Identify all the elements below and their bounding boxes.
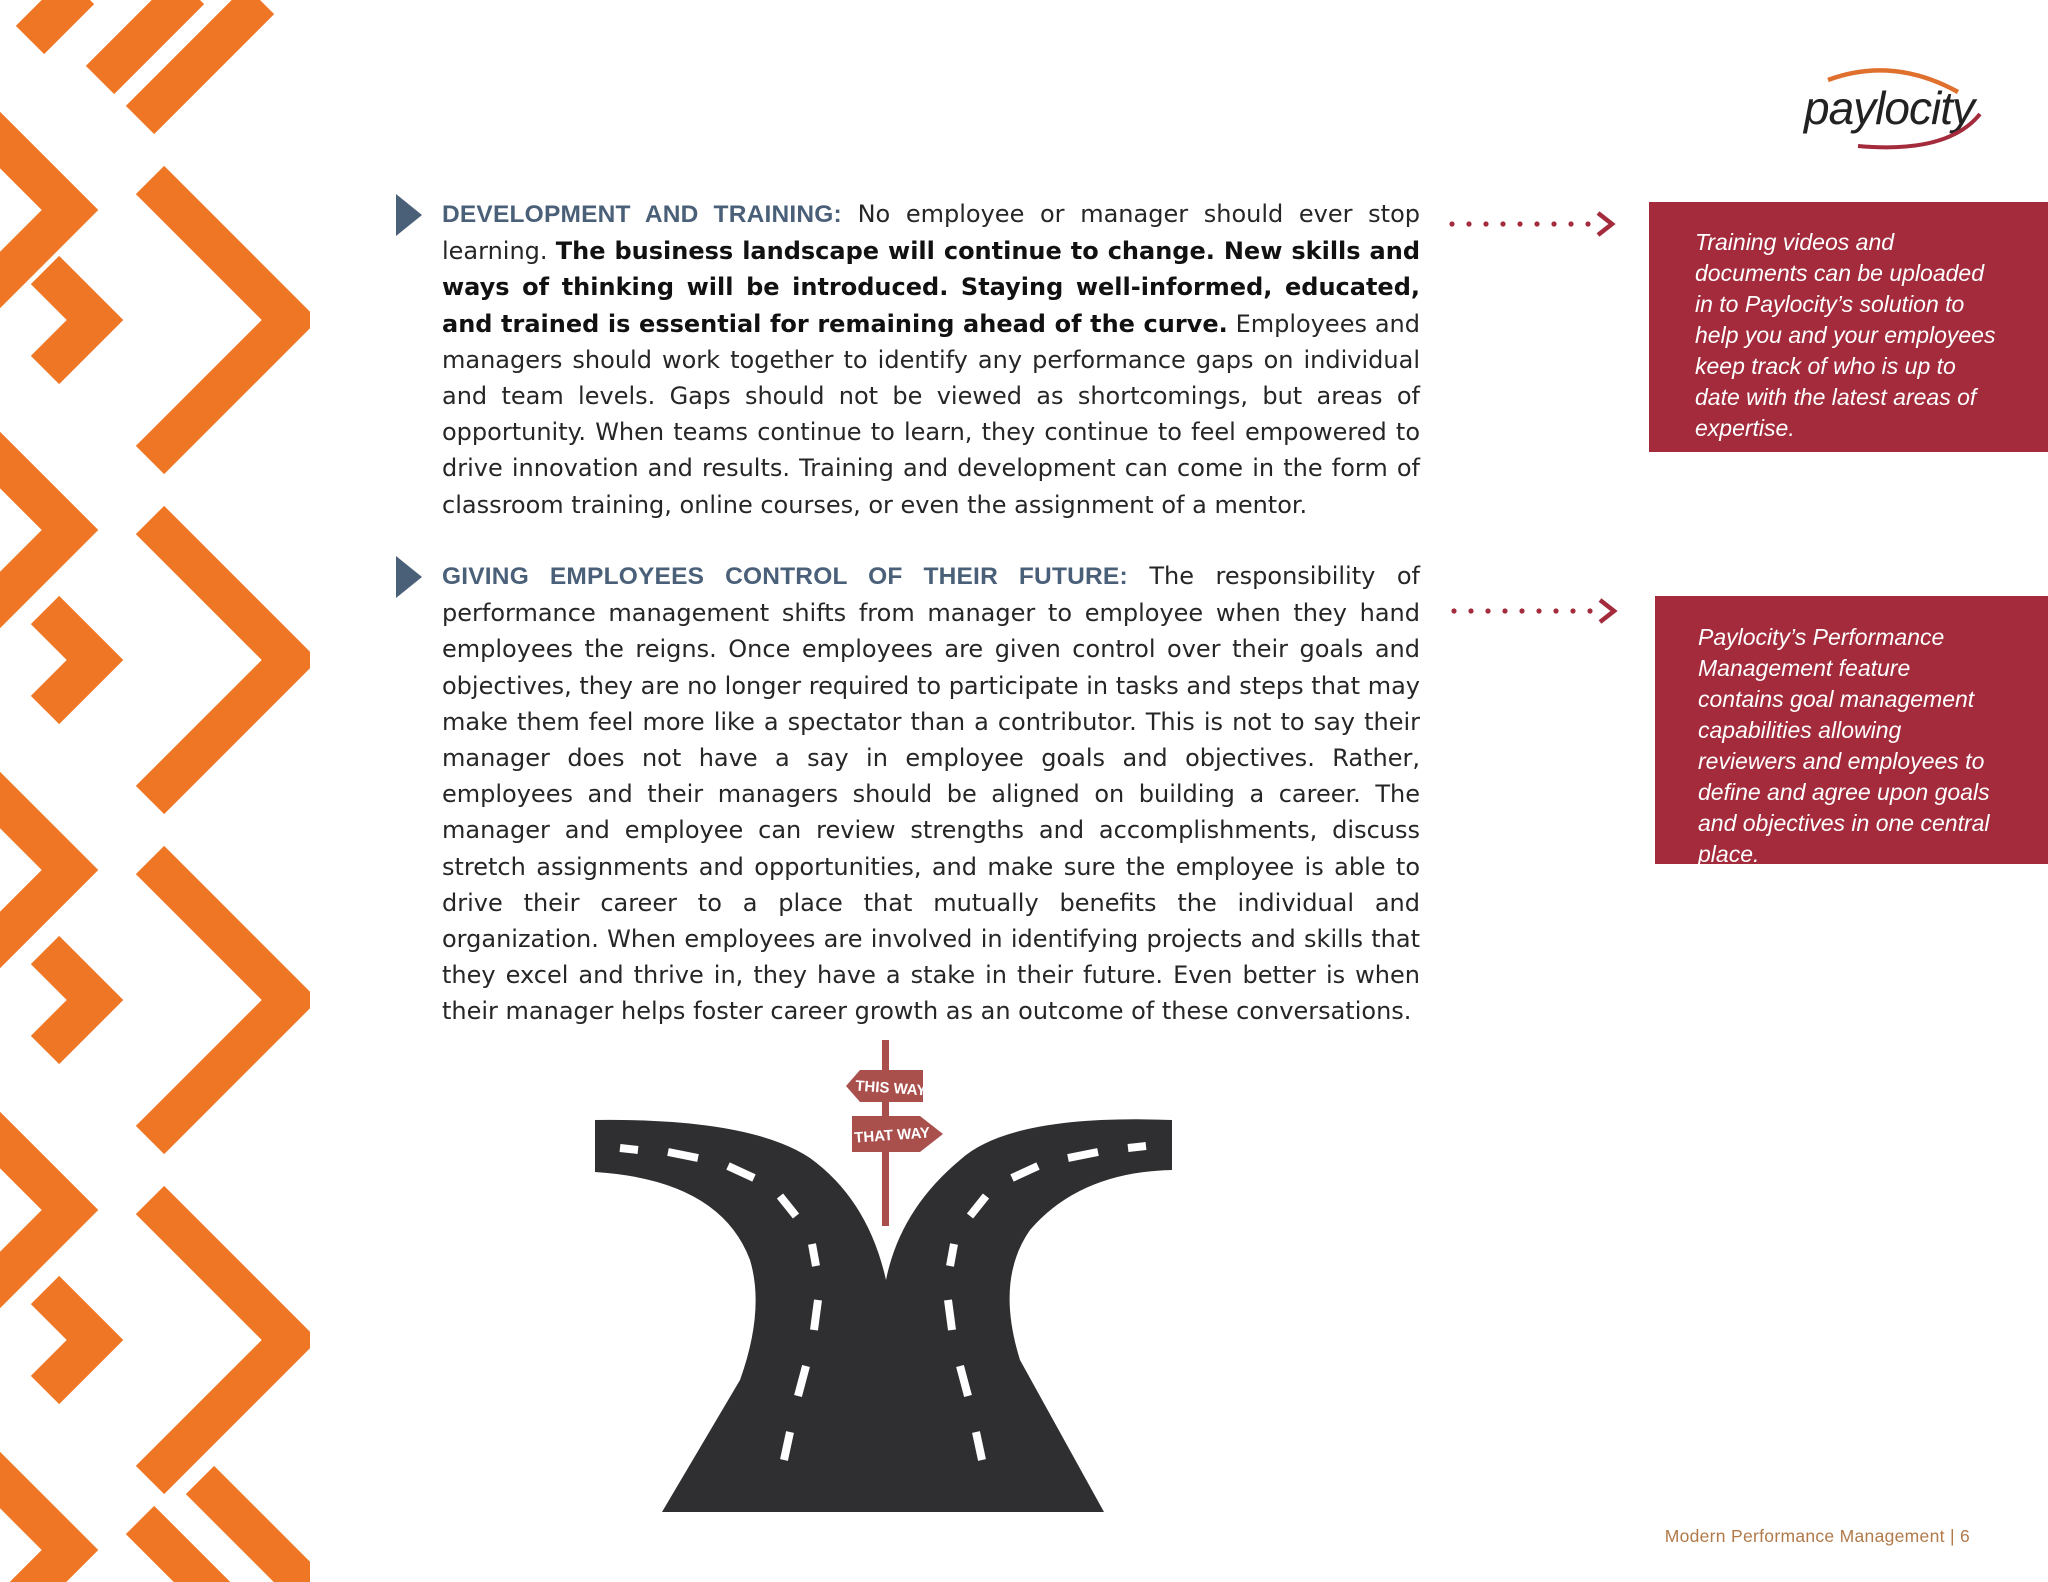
sign-that-way: THAT WAY (853, 1124, 931, 1147)
dotted-arrow-icon (1448, 210, 1618, 238)
section-body-text: The responsibility of performance management shifts from manager to employee when they hand employees the reigns. Once employees are given control over their goals and objectives, they are no longer required to participate in tasks and steps that may make them feel more like a spectator than a contributor. This is not to say their manager does not have a say in employee goals and objectives. Rather, employees and their managers should be aligned on building a career. The manager and employee can review strengths and accomplishments, discuss stretch assignments and opportunities, and make sure the employee is able to drive their career to a place that mutually benefits the individual and organization. When employees are involved in identifying projects and skills that they excel and thrive in, they have a stake in their future. Even better is when their manager helps foster career growth as an outcome of these conversations. (442, 562, 1420, 1026)
svg-text:paylocity: paylocity (1804, 82, 1974, 134)
chevron-pattern (0, 0, 310, 1582)
section-lead-text: No employee or manager should ever stop learning. (442, 200, 1420, 266)
section-heading: GIVING EMPLOYEES CONTROL OF THEIR FUTURE: (442, 563, 1128, 590)
sign-this-way: THIS WAY (854, 1077, 927, 1100)
callout-box (1649, 202, 2048, 452)
section-emphasis-text: The business landscape will continue to change. New skills and ways of thinking will be introduced. Staying well-informed, educated, and trained is essential for remaining ahead of the curve. (442, 237, 1420, 338)
fork-road-illustration (590, 1040, 1190, 1520)
callout-text: Paylocity’s Performance Management feature contains goal management capabilities allowing reviewers and employees to define and agree upon goals and objectives in one central place. (1698, 624, 1990, 867)
footer-separator: | (1944, 1526, 1960, 1546)
paylocity-logo (1798, 62, 1988, 154)
employee-control-section (442, 558, 1420, 1030)
development-training-section (442, 196, 1420, 523)
footer-title: Modern Performance Management (1664, 1526, 1945, 1546)
page-footer (1665, 1526, 1970, 1547)
callout-box (1655, 596, 2048, 867)
section-body-text: Employees and managers should work together to identify any performance gaps on individual and team levels. Gaps should not be viewed as shortcomings, but areas of opportunity. When teams continue to learn, they continue to feel empowered to drive innovation and results. Training and development can come in the form of classroom training, online courses, or even the assignment of a mentor. (442, 309, 1420, 519)
section-heading: DEVELOPMENT AND TRAINING: (442, 201, 842, 228)
callout-text: Training videos and documents can be uploaded in to Paylocity’s solution to help you and your employees keep track of who is up to date with the latest areas of expertise. (1695, 229, 1996, 441)
page-number: 6 (1959, 1526, 1970, 1546)
dotted-arrow-icon (1450, 597, 1620, 625)
bullet-triangle-icon (396, 194, 422, 236)
bullet-triangle-icon (396, 556, 422, 598)
